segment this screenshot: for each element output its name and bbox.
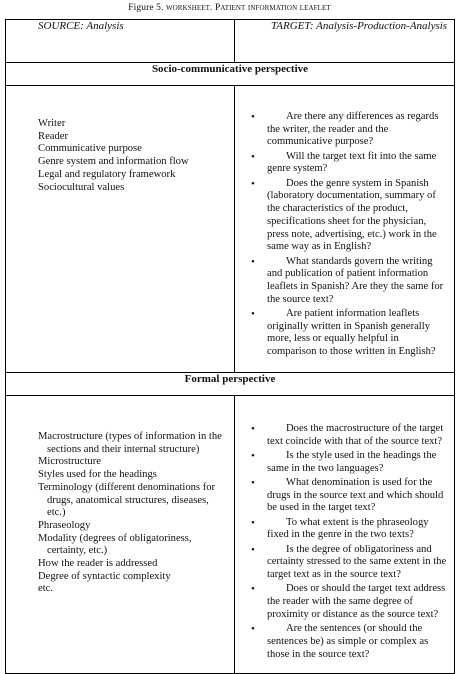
target-cell <box>235 86 455 373</box>
source-list <box>6 431 234 596</box>
question-text: • To what extent is the phraseology fixed in the genre in the two texts? <box>267 516 429 541</box>
list-item: Terminology (different denominations for drugs, anatomical structures, diseases, etc.) <box>38 481 216 519</box>
source-cell <box>6 396 235 674</box>
question-text: • Are patient information leaflets originally written in Spanish generally more, less or equally helpful in comparison to those written in English? <box>267 307 436 358</box>
figure-caption <box>0 3 459 14</box>
list-item: Macrostructure (types of information in the sections and their internal structure) <box>38 431 222 455</box>
question-text: • Are there any differences as regards the writer, the reader and the communicative purpose? <box>267 111 439 148</box>
question-item <box>251 517 447 542</box>
question-item <box>251 450 447 475</box>
list-item: Modality (degrees of obligatoriness, certainty, etc.) <box>38 532 192 557</box>
target-question-list <box>235 111 454 359</box>
list-item: How the reader is addressed <box>38 558 158 570</box>
worksheet-table <box>5 19 455 674</box>
list-item: Reader <box>38 130 68 142</box>
question-text: • Is the degree of obligatoriness and certainty stressed to the same extent in the target text as in the source text? <box>267 543 447 581</box>
target-question-list <box>235 423 454 661</box>
question-text: • Does the genre system in Spanish (laboratory documentation, summary of the characteristics of the product, specifications sheet for the physician, press note, advertising, etc.) work in the same way as in English? <box>267 177 437 253</box>
list-item: Legal and regulatory framework <box>38 168 176 180</box>
figure-label: Figure 5. <box>128 3 164 13</box>
question-item <box>251 151 447 176</box>
section-body-formal <box>6 396 455 674</box>
question-text: • Are the sentences (or should the sentences be) as simple or complex as those in the source text? <box>267 623 429 660</box>
list-item: Sociocultural values <box>38 181 125 193</box>
source-cell <box>6 86 235 373</box>
section-title: Formal perspective <box>6 373 455 396</box>
section-body-socio <box>6 86 455 373</box>
question-text: • Is the style used in the headings the same in the two languages? <box>267 450 437 474</box>
list-item: Genre system and information flow <box>38 156 189 168</box>
list-item: Communicative purpose <box>38 143 142 155</box>
question-item <box>251 256 447 307</box>
question-item <box>251 583 447 621</box>
list-item: Phraseology <box>38 519 91 531</box>
question-text: • What denomination is used for the drugs in the source text and which should be used in the target text? <box>267 477 444 514</box>
question-text: • Does or should the target text address the reader with the same degree of proximity or distance as the source text? <box>267 583 446 620</box>
question-text: • Will the target text fit into the same genre system? <box>267 150 437 175</box>
list-item: etc. <box>38 583 53 595</box>
source-list <box>6 118 234 194</box>
source-column-header: SOURCE: Analysis <box>6 20 235 63</box>
question-item <box>251 623 447 661</box>
question-text: • What standards govern the writing and publication of patient information leaflets in Spanish? Are they the same for the source text? <box>267 255 444 305</box>
question-item <box>251 477 447 515</box>
question-item <box>251 308 447 359</box>
list-item: Degree of syntactic complexity <box>38 570 171 582</box>
section-header-formal <box>6 373 455 396</box>
question-item <box>251 423 447 448</box>
section-title: Socio-communicative perspective <box>6 63 455 86</box>
list-item: Microstructure <box>38 456 101 468</box>
column-header-row <box>6 20 455 63</box>
figure-title: worksheet. Patient information leaflet <box>165 3 331 13</box>
list-item: Writer <box>38 118 66 129</box>
list-item: Styles used for the headings <box>38 469 157 481</box>
target-column-header: TARGET: Analysis-Production-Analysis <box>235 20 455 63</box>
section-header-socio <box>6 63 455 86</box>
question-item <box>251 111 447 149</box>
question-item <box>251 178 447 254</box>
question-item <box>251 544 447 582</box>
question-text: • Does the macrostructure of the target text coincide with that of the source text? <box>267 423 444 447</box>
target-cell <box>235 396 455 674</box>
